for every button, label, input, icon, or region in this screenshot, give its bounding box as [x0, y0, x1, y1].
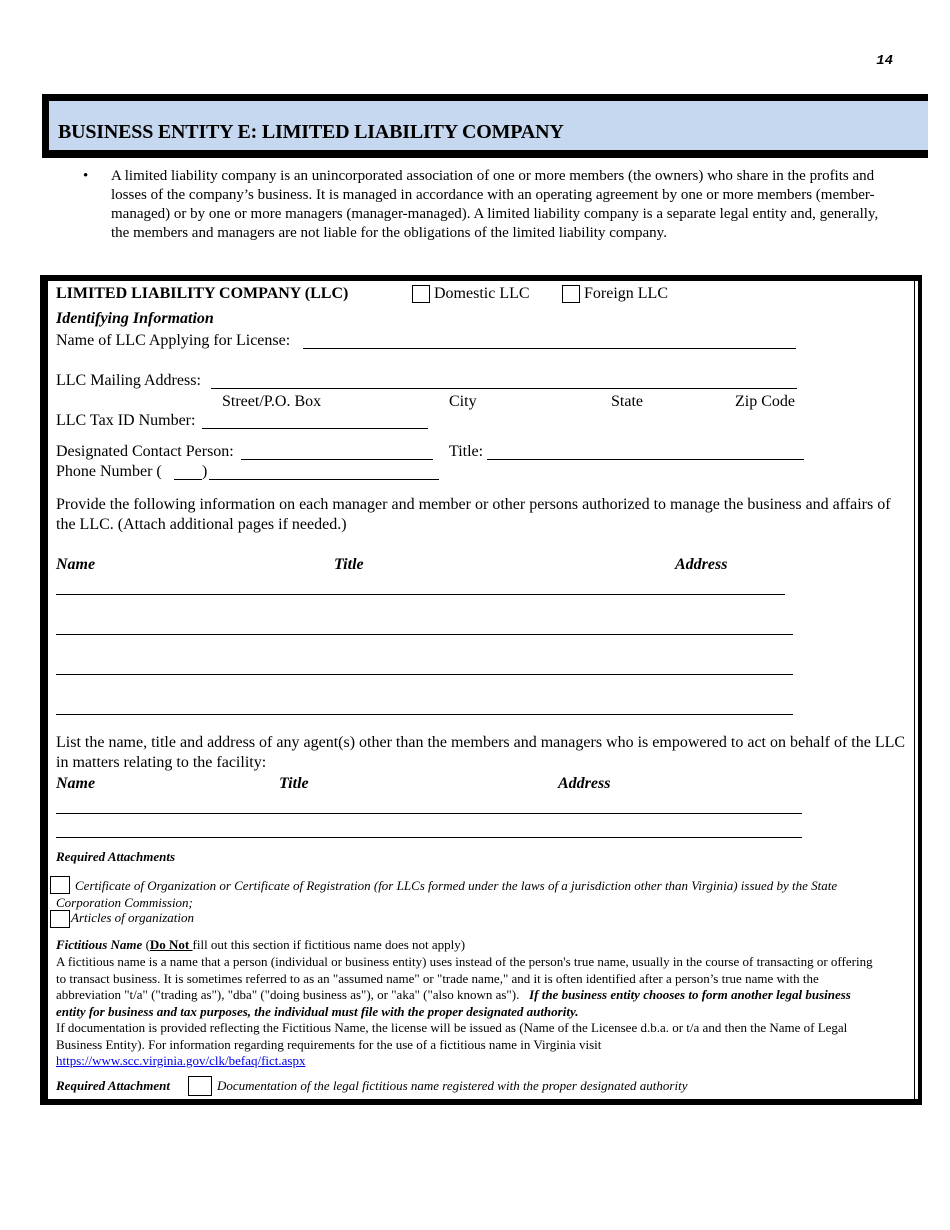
agents-instructions: List the name, title and address of any agent(s) other than the members and managers who is empowered to act on behalf of the LLC in matters relating to the facility: [56, 734, 906, 771]
required-attachment-label: Required Attachment [56, 1078, 170, 1093]
fictitious-name-note: fill out this section if fictitious name does not apply) [192, 937, 466, 952]
domestic-llc-label: Domestic LLC [434, 285, 530, 302]
contact-title-label: Title: [449, 443, 484, 460]
fictitious-name-requirement: If the business entity chooses to form another legal business entity for business and tax purposes, the individual must file with the proper designated authority. [56, 987, 851, 1019]
form-title: LIMITED LIABILITY COMPANY (LLC) [56, 285, 349, 302]
contact-title-field[interactable] [487, 459, 804, 460]
phone-label: Phone Number ( [56, 463, 162, 480]
phone-number-field[interactable] [209, 479, 439, 480]
llc-name-field[interactable] [303, 348, 796, 349]
attachment-articles-label: Articles of organization [71, 910, 195, 925]
agents-col-name: Name [56, 775, 96, 792]
page-number: 14 [876, 53, 893, 69]
street-sublabel: Street/P.O. Box [222, 393, 322, 410]
attachment-certificate-label: Certificate of Organization or Certificate of Registration (for LLCs formed under the laws of a jurisdiction other than Virginia) issued by the State Corporation Commission; [56, 878, 838, 910]
zip-sublabel: Zip Code [735, 393, 795, 410]
manager-entry-line-1[interactable] [56, 594, 785, 595]
fictitious-name-definition: A fictitious name is a name that a person (individual or business entity) uses instead of the person's true name, usually in the course of transacting or offering to transact business. It is sometimes referred to as an "assumed name" or "trade name," and it is often identified after a person’s true name with the abbreviation "t/a" ("trading as"), "dba" ("doing business as"), or "aka" ("also known as"). [56, 954, 873, 1002]
contact-person-label: Designated Contact Person: [56, 443, 234, 460]
fictitious-documentation-checkbox[interactable] [188, 1076, 212, 1096]
fictitious-name-link[interactable]: https://www.scc.virginia.gov/clk/befaq/fict.aspx [56, 1053, 306, 1068]
phone-area-code-field[interactable] [174, 479, 202, 480]
mailing-address-field[interactable] [211, 388, 797, 389]
domestic-llc-checkbox[interactable] [412, 285, 430, 303]
managers-col-address: Address [675, 556, 728, 573]
foreign-llc-label: Foreign LLC [584, 285, 668, 302]
section-title: BUSINESS ENTITY E: LIMITED LIABILITY COMPANY [58, 121, 564, 143]
fictitious-name-paren: ( [142, 937, 150, 952]
identifying-info-heading: Identifying Information [56, 310, 214, 327]
managers-col-name: Name [56, 556, 96, 573]
agent-entry-line-2[interactable] [56, 837, 802, 838]
manager-entry-line-3[interactable] [56, 674, 793, 675]
fictitious-name-title: Fictitious Name [56, 937, 143, 952]
required-attachments-heading: Required Attachments [56, 849, 176, 864]
foreign-llc-checkbox[interactable] [562, 285, 580, 303]
form-box-inner-rule [915, 281, 918, 1099]
agents-col-address: Address [558, 775, 611, 792]
mailing-address-label: LLC Mailing Address: [56, 372, 201, 389]
manager-entry-line-4[interactable] [56, 714, 793, 715]
fictitious-name-paragraph [56, 954, 876, 1020]
managers-instructions: Provide the following information on each manager and member or other persons authorized to manage the business and affairs of the LLC. (Attach additional pages if needed.) [56, 496, 891, 533]
manager-entry-line-2[interactable] [56, 634, 793, 635]
managers-col-title: Title [334, 556, 364, 573]
intro-paragraph: A limited liability company is an unincorporated association of one or more members (the owners) who share in the profits and losses of the company’s business. It is managed in accordance with an operating agreement by one or more members (member-managed) or by one or more managers (manager-managed). A limited liability company is a separate legal entity and, generally, the members and managers are not liable for the obligations of the limited liability company. [111, 168, 879, 241]
fictitious-documentation-label: Documentation of the legal fictitious name registered with the proper designated authority [217, 1078, 688, 1093]
attachment-articles-checkbox[interactable] [50, 910, 70, 928]
fictitious-do-not: Do Not [149, 937, 193, 952]
contact-person-field[interactable] [241, 459, 433, 460]
tax-id-label: LLC Tax ID Number: [56, 412, 196, 429]
fictitious-name-license-note: If documentation is provided reflecting the Fictitious Name, the license will be issued as (Name of the Licensee d.b.a. or t/a and then the Name of Legal Business Entity). For information regarding requirements for the use of a fictitious name in Virginia visit [56, 1020, 848, 1052]
agents-col-title: Title [279, 775, 309, 792]
llc-name-label: Name of LLC Applying for License: [56, 332, 291, 349]
state-sublabel: State [611, 393, 643, 410]
agent-entry-line-1[interactable] [56, 813, 802, 814]
fictitious-name-heading [56, 937, 465, 953]
tax-id-field[interactable] [202, 428, 428, 429]
bullet-icon: • [83, 168, 89, 184]
city-sublabel: City [449, 393, 477, 410]
phone-paren: ) [202, 463, 208, 480]
